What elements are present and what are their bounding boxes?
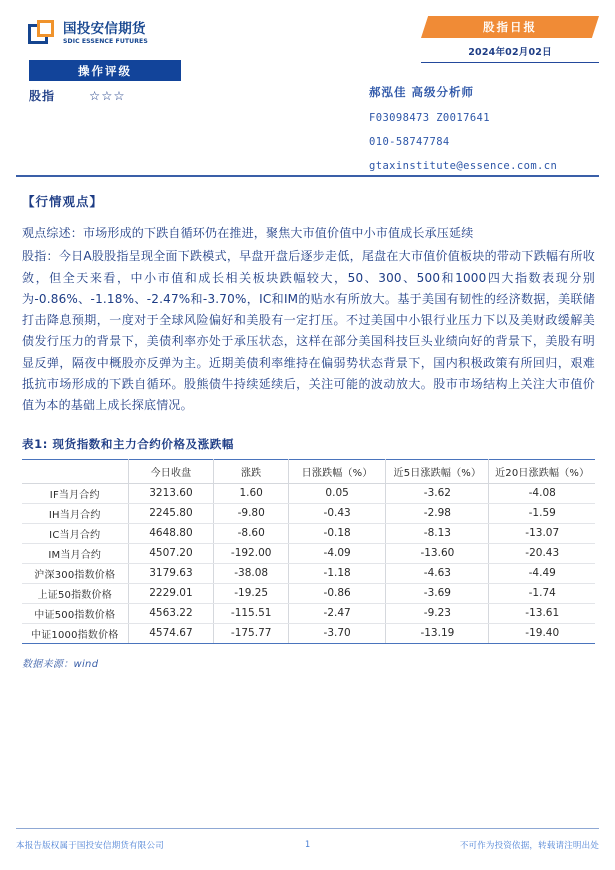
cell-day1: -0.18 [288, 523, 385, 543]
header-divider [16, 175, 599, 177]
cell-change: -175.77 [214, 623, 288, 643]
report-type-banner [421, 16, 599, 38]
table-row [22, 483, 595, 503]
cell-name: IC当月合约 [22, 523, 128, 543]
logo-company-name-cn: 国投安信期货 [63, 21, 146, 37]
cell-close: 2245.80 [128, 503, 214, 523]
cell-change: -115.51 [214, 603, 288, 623]
table-row [22, 623, 595, 643]
cell-name: 沪深300指数价格 [22, 563, 128, 583]
table-row [22, 603, 595, 623]
cell-day5: -9.23 [386, 603, 489, 623]
logo-mark-icon [28, 20, 56, 48]
table-row [22, 543, 595, 563]
cell-day20: -19.40 [489, 623, 595, 643]
col-header-change: 涨跌 [214, 459, 288, 483]
cell-day1: -1.18 [288, 563, 385, 583]
company-logo [28, 20, 146, 48]
cell-close: 4507.20 [128, 543, 214, 563]
cell-close: 2229.01 [128, 583, 214, 603]
table-row [22, 523, 595, 543]
table-header-row [22, 459, 595, 483]
cell-close: 4574.67 [128, 623, 214, 643]
cell-day20: -4.49 [489, 563, 595, 583]
logo-company-name-en: SDIC ESSENCE FUTURES [63, 38, 148, 45]
analyst-phone: 010-58747784 [369, 136, 450, 148]
paragraph-summary: 观点综述：市场形成的下跌自循环仍在推进，聚焦大市值价值中小市值成长承压延续 [22, 226, 474, 240]
analyst-license-number: F03098473 Z0017641 [369, 112, 490, 124]
col-header-name [22, 459, 128, 483]
paragraph-analysis: 股指：今日A股股指呈现全面下跌模式，早盘开盘后逐步走低，尾盘在大市值价值板块的带动下跌幅有所收敛，但全天来看，中小市值和成长相关板块跌幅较大，50、300、500和1000四大指数表现分别为-0.86%、-1.18%、-2.47%和-3.70%，IC和IM的贴水有所放大。基于美国有韧性的经济数据，美联储打击降息预期，一度对于全球风险偏好和美股有一定打压。不过美国中小银行业压力下以及美财政缓解美债发行压力的背景下，美债利率亦处于承压状态，这样在部分美国科技巨头业绩向好的背景下，美股有明显反弹，隔夜中概股亦反弹为主。近期美债利率维持在偏弱势状态背景下，国内积极政策有所回归，艰难抵抗市场形成的下跌自循环。股熊债牛持续延续后，关注可能的波动放大。股市市场结构上关注大市值价值为本的基础上成长探底情况。 [22, 249, 595, 413]
footer-disclaimer: 不可作为投资依据，转载请注明出处 [459, 840, 600, 851]
table-row [22, 563, 595, 583]
section-title-market-view: 【行情观点】 [22, 194, 104, 209]
cell-day20: -1.74 [489, 583, 595, 603]
cell-day1: -0.43 [288, 503, 385, 523]
rating-item-label: 股指 [29, 89, 56, 103]
report-footer [16, 828, 599, 856]
cell-name: IH当月合约 [22, 503, 128, 523]
table-row [22, 503, 595, 523]
cell-day5: -8.13 [386, 523, 489, 543]
cell-day1: -3.70 [288, 623, 385, 643]
report-date: 2024年02月02日 [421, 44, 599, 63]
table-caption: 表1: 现货指数和主力合约价格及涨跌幅 [22, 436, 235, 451]
col-header-day1: 日涨跌幅（%） [288, 459, 385, 483]
cell-day20: -4.08 [489, 483, 595, 503]
cell-name: 中证500指数价格 [22, 603, 128, 623]
cell-day5: -2.98 [386, 503, 489, 523]
col-header-day20: 近20日涨跌幅（%） [489, 459, 595, 483]
analyst-contact-block [369, 84, 599, 184]
cell-close: 3213.60 [128, 483, 214, 503]
cell-change: -9.80 [214, 503, 288, 523]
cell-day1: 0.05 [288, 483, 385, 503]
cell-day1: -0.86 [288, 583, 385, 603]
cell-day5: -13.60 [386, 543, 489, 563]
rating-bar-title: 操作评级 [29, 60, 181, 81]
cell-change: -38.08 [214, 563, 288, 583]
index-price-table [22, 459, 595, 644]
report-header [0, 0, 615, 178]
cell-name: 上证50指数价格 [22, 583, 128, 603]
cell-change: -19.25 [214, 583, 288, 603]
table-body [22, 483, 595, 643]
cell-day5: -3.62 [386, 483, 489, 503]
cell-day20: -13.61 [489, 603, 595, 623]
cell-day5: -4.63 [386, 563, 489, 583]
cell-day5: -13.19 [386, 623, 489, 643]
cell-change: 1.60 [214, 483, 288, 503]
cell-name: 中证1000指数价格 [22, 623, 128, 643]
cell-close: 4563.22 [128, 603, 214, 623]
col-header-close: 今日收盘 [128, 459, 214, 483]
cell-day20: -20.43 [489, 543, 595, 563]
cell-day5: -3.69 [386, 583, 489, 603]
cell-close: 3179.63 [128, 563, 214, 583]
table-row [22, 583, 595, 603]
cell-day20: -1.59 [489, 503, 595, 523]
cell-close: 4648.80 [128, 523, 214, 543]
cell-name: IF当月合约 [22, 483, 128, 503]
report-content [22, 192, 595, 670]
report-type-label: 股指日报 [483, 20, 537, 34]
cell-day1: -4.09 [288, 543, 385, 563]
cell-change: -8.60 [214, 523, 288, 543]
footer-page-number: 1 [304, 839, 311, 850]
col-header-day5: 近5日涨跌幅（%） [386, 459, 489, 483]
logo-text [63, 23, 146, 45]
logo-square-orange [37, 20, 54, 37]
footer-copyright: 本报告版权属于国投安信期货有限公司 [16, 840, 164, 851]
table-data-source: 数据来源：wind [22, 658, 99, 670]
analyst-email: gtaxinstitute@essence.com.cn [369, 160, 558, 172]
cell-name: IM当月合约 [22, 543, 128, 563]
table-header [22, 459, 595, 483]
rating-row [29, 87, 126, 104]
analyst-name: 郝泓佳 高级分析师 [369, 85, 475, 99]
rating-stars-icon: ☆☆☆ [89, 88, 126, 103]
cell-day20: -13.07 [489, 523, 595, 543]
cell-change: -192.00 [214, 543, 288, 563]
cell-day1: -2.47 [288, 603, 385, 623]
